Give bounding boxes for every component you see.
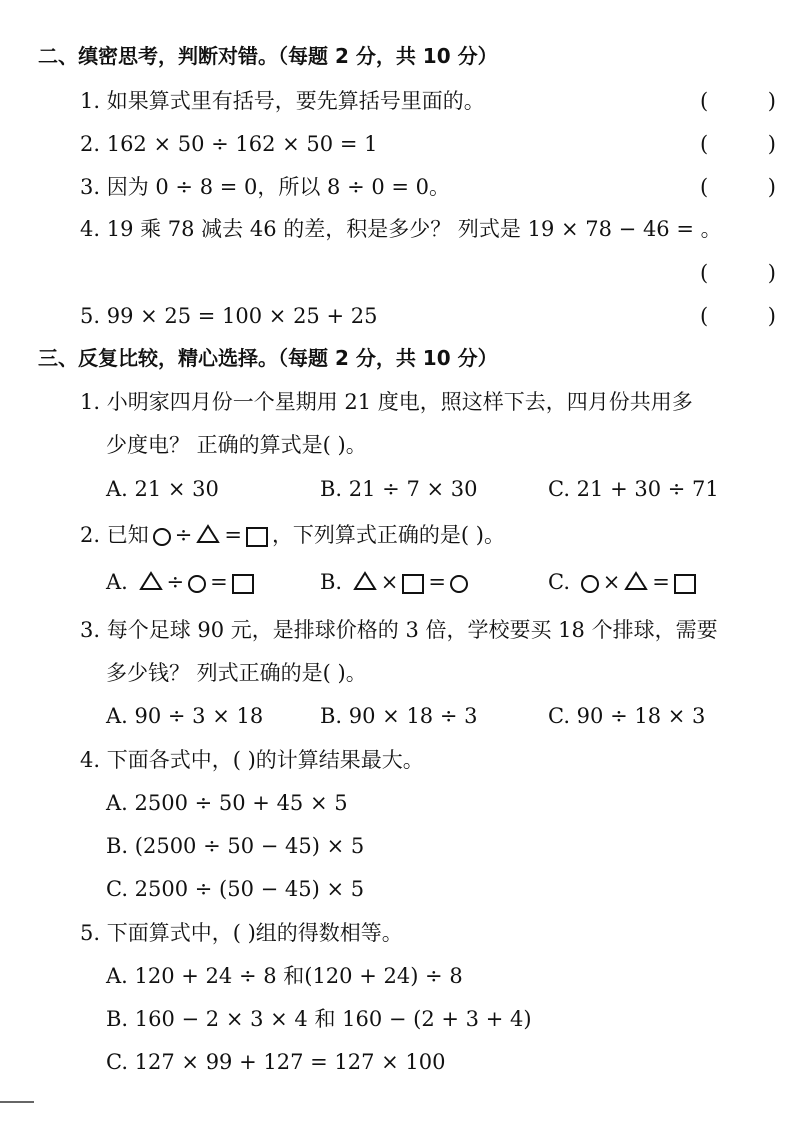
judge-item-2: 2. 162 × 50 ÷ 162 × 50 = 1 bbox=[80, 132, 378, 156]
choice-q3-option-c[interactable]: C. 90 ÷ 18 × 3 bbox=[548, 704, 706, 728]
square-shape-icon bbox=[674, 574, 696, 594]
triangle-shape-icon bbox=[139, 570, 163, 598]
answer-paren-3[interactable]: ( ) bbox=[700, 175, 776, 199]
choice-q2-stem: 2. 已知 ÷ = ，下列算式正确的是( )。 bbox=[80, 521, 505, 551]
choice-q1-line2: 少度电？ 正确的算式是( )。 bbox=[106, 433, 367, 457]
judge-item-1: 1. 如果算式里有括号，要先算括号里面的。 bbox=[80, 89, 485, 113]
triangle-shape-icon bbox=[624, 570, 648, 598]
choice-q5-option-c[interactable]: C. 127 × 99 + 127 = 127 × 100 bbox=[106, 1050, 446, 1074]
choice-q1-option-c[interactable]: C. 21 + 30 ÷ 71 bbox=[548, 477, 719, 501]
triangle-shape-icon bbox=[196, 523, 220, 551]
choice-q5-option-a[interactable]: A. 120 + 24 ÷ 8 和(120 + 24) ÷ 8 bbox=[106, 964, 463, 988]
choice-q2-option-c[interactable]: C. × = bbox=[548, 568, 700, 598]
section2-title: 二、缜密思考，判断对错。（每题 2 分，共 10 分） bbox=[38, 44, 498, 68]
choice-q3-line1: 3. 每个足球 90 元，是排球价格的 3 倍，学校要买 18 个排球，需要 bbox=[80, 618, 718, 642]
answer-paren-2[interactable]: ( ) bbox=[700, 132, 776, 156]
judge-item-4: 4. 19 乘 78 减去 46 的差，积是多少？ 列式是 19 × 78 − 46 = 。 bbox=[80, 217, 722, 241]
choice-q4-option-a[interactable]: A. 2500 ÷ 50 + 45 × 5 bbox=[106, 791, 348, 815]
square-shape-icon bbox=[246, 527, 268, 547]
choice-q4-option-c[interactable]: C. 2500 ÷ (50 − 45) × 5 bbox=[106, 877, 365, 901]
choice-q5-stem: 5. 下面算式中，( )组的得数相等。 bbox=[80, 921, 403, 945]
choice-q5-option-b[interactable]: B. 160 − 2 × 3 × 4 和 160 − (2 + 3 + 4) bbox=[106, 1007, 532, 1031]
choice-q4-stem: 4. 下面各式中，( )的计算结果最大。 bbox=[80, 748, 424, 772]
choice-q1-line1: 1. 小明家四月份一个星期用 21 度电，照这样下去，四月份共用多 bbox=[80, 390, 693, 414]
choice-q3-line2: 多少钱？ 列式正确的是( )。 bbox=[106, 661, 367, 685]
square-shape-icon bbox=[232, 574, 254, 594]
circle-shape-icon bbox=[153, 528, 171, 546]
choice-q2-option-b[interactable]: B. × = bbox=[320, 568, 472, 598]
triangle-shape-icon bbox=[353, 570, 377, 598]
answer-paren-5[interactable]: ( ) bbox=[700, 304, 776, 328]
judge-item-3: 3. 因为 0 ÷ 8 = 0，所以 8 ÷ 0 = 0。 bbox=[80, 175, 451, 199]
choice-q4-option-b[interactable]: B. (2500 ÷ 50 − 45) × 5 bbox=[106, 834, 365, 858]
choice-q1-option-a[interactable]: A. 21 × 30 bbox=[106, 477, 219, 501]
choice-q1-option-b[interactable]: B. 21 ÷ 7 × 30 bbox=[320, 477, 478, 501]
circle-shape-icon bbox=[188, 575, 206, 593]
square-shape-icon bbox=[402, 574, 424, 594]
section3-title: 三、反复比较，精心选择。（每题 2 分，共 10 分） bbox=[38, 346, 498, 370]
answer-paren-1[interactable]: ( ) bbox=[700, 89, 776, 113]
page-edge-mark bbox=[0, 1101, 34, 1103]
circle-shape-icon bbox=[450, 575, 468, 593]
circle-shape-icon bbox=[581, 575, 599, 593]
judge-item-5: 5. 99 × 25 = 100 × 25 + 25 bbox=[80, 304, 378, 328]
choice-q2-option-a[interactable]: A. ÷ = bbox=[106, 568, 258, 598]
choice-q3-option-b[interactable]: B. 90 × 18 ÷ 3 bbox=[320, 704, 478, 728]
choice-q3-option-a[interactable]: A. 90 ÷ 3 × 18 bbox=[106, 704, 264, 728]
answer-paren-4[interactable]: ( ) bbox=[700, 261, 776, 285]
